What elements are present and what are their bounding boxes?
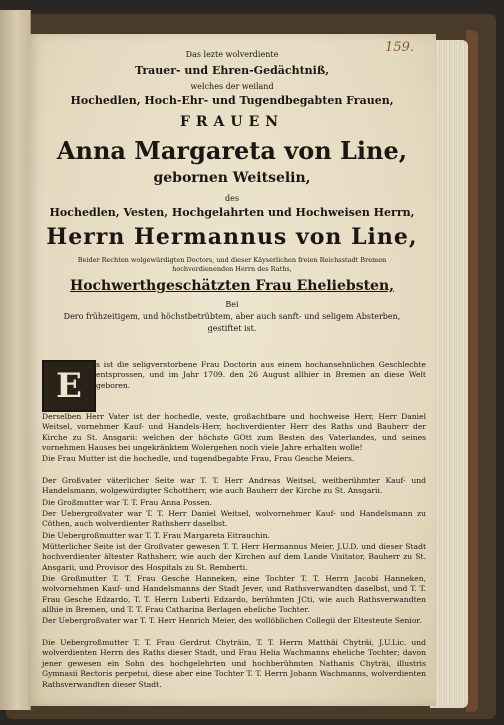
decorative-initial: E (42, 360, 96, 412)
heading-line-8: des (225, 194, 239, 203)
body-paragraph-11: Die Uebergroßmutter T. T. Frau Gerdrut Chyträin, T. T. Herrn Matthäi Chyträi, J.U.Lic. und wolverdienten Herrn des Raths dieser Stadt, und Frau Helia Wachmanns eheliche Tochter; davon jener gewesen ein Sohn des hochgelehrten und hochberühmten Nathanis Chyträi, illustris Gymnasii Rectoris perpetui, diese aber eine Tochter T. T. Herrn Johann Wachmanns, wolverdienten Rathsverwandten dieser Stadt. (42, 638, 426, 689)
body-paragraph-4: Der Großvater väterlicher Seite war T. T. Herr Andreas Weitsel, weitberühmter Kauf- und Handelsmann, wolgewürdigter Schottherr, wie auch Bauherr der Kirche zu St. Ansgarii. (42, 476, 426, 496)
heading-frauen: FRAUEN (179, 114, 285, 130)
heading-line-14: Bei (225, 300, 239, 309)
heading-husband-name: Herrn Hermannus von Line, (46, 224, 418, 250)
body-paragraph-5: Die Großmutter war T. T. Frau Anna Possen. (42, 498, 213, 507)
left-page-edge (0, 10, 31, 710)
folio-number: 159. (385, 40, 414, 55)
heading-line-11: Beider Rechten wolgewürdigten Doctors, und dieser Käyserlichen freien Reichsstadt Bremen (77, 256, 387, 264)
document-page (28, 34, 436, 706)
heading-line-3: welches der weiland (190, 82, 274, 91)
body-paragraph-1: s ist die seligverstorbene Frau Doctorin aus einem hochansehnlichen Geschlechte entsprossen, und im Jahr 1709. den 26 August allhier in Bremen an diese Welt geboren. (96, 360, 426, 390)
body-paragraph-10: Der Uebergroßvater war T. T. Herr Henrich Meier, des wollöblichen Collegii der Eltesteute Senior. (42, 616, 422, 625)
heading-title-memorial: Trauer- und Ehren-Gedächtniß, (134, 64, 330, 77)
heading-line-13: Hochwerthgeschätzten Frau Eheliebsten, (69, 278, 395, 294)
body-paragraph-2: Derselben Herr Vater ist der hochedle, veste, großachtbare und hochweise Herr, Herr Daniel Weitsel, vornehmer Kauf- und Handels-Herr, hochverdienter Herr des Raths und Bauherr der Kirche zu St. Ansgarii: welchen der höchste GOtt zum Besten des Vaterlandes, und seines vornehmen Hauses bei ungekränktem Wolergehen noch viele Jahre erhalten wolle! (42, 412, 426, 453)
heading-line-4: Hochedlen, Hoch-Ehr- und Tugendbegabten Frauen, (70, 94, 394, 107)
body-paragraph-6: Der Uebergroßvater war T. T. Herr Daniel Weitsel, wolvornehmer Kauf- und Handelsmann zu Cöthen, auch wolverdienter Rathsherr daselbst. (42, 509, 426, 529)
heading-line-9: Hochedlen, Vesten, Hochgelahrten und Hochweisen Herrn, (49, 206, 415, 219)
heading-deceased-name: Anna Margareta von Line, (56, 136, 408, 165)
heading-line-1: Das lezte wolverdiente (185, 50, 279, 59)
heading-born-name: gebornen Weitselin, (153, 170, 311, 186)
heading-line-12: hochverdienenden Herrn des Raths, (172, 265, 292, 273)
heading-line-16: gestiftet ist. (207, 324, 257, 333)
heading-line-15: Dero frühzeitigem, und höchstbetrübtem, aber auch sanft- und seligem Absterben, (63, 312, 401, 321)
body-paragraph-3: Die Frau Mutter ist die hochedle, und tugendbegabte Frau, Frau Gesche Meiers. (42, 454, 355, 463)
body-paragraph-7: Die Uebergroßmutter war T. T. Frau Margareta Eitrauchin. (42, 531, 270, 540)
body-paragraph-8: Mütterlicher Seite ist der Großvater gewesen T. T. Herr Hermannus Meier, J.U.D. und dieser Stadt hochverdienter ältester Rathsherr, wie auch der Kirchen auf dem Lande Visitator, Bauherr zu St. Ansgarii, und Provisor des Hospitals zu St. Remberti. (42, 542, 426, 572)
body-paragraph-9: Die Großmutter T. T. Frau Gesche Hanneken, eine Tochter T. T. Herrn Jacobi Hanneken, wolvornehmen Kauf- und Handelsmanns der Stadt Jever, und Rathsverwandten daselbst, und T. T. Frau Gesche Edzardo, T. T. Herrn Luberti Edzardo, berühmten JCti, wie auch Rathsverwandten allhie in Bremen, und T. T. Frau Catharina Berlagen eheliche Tochter. (42, 574, 426, 615)
